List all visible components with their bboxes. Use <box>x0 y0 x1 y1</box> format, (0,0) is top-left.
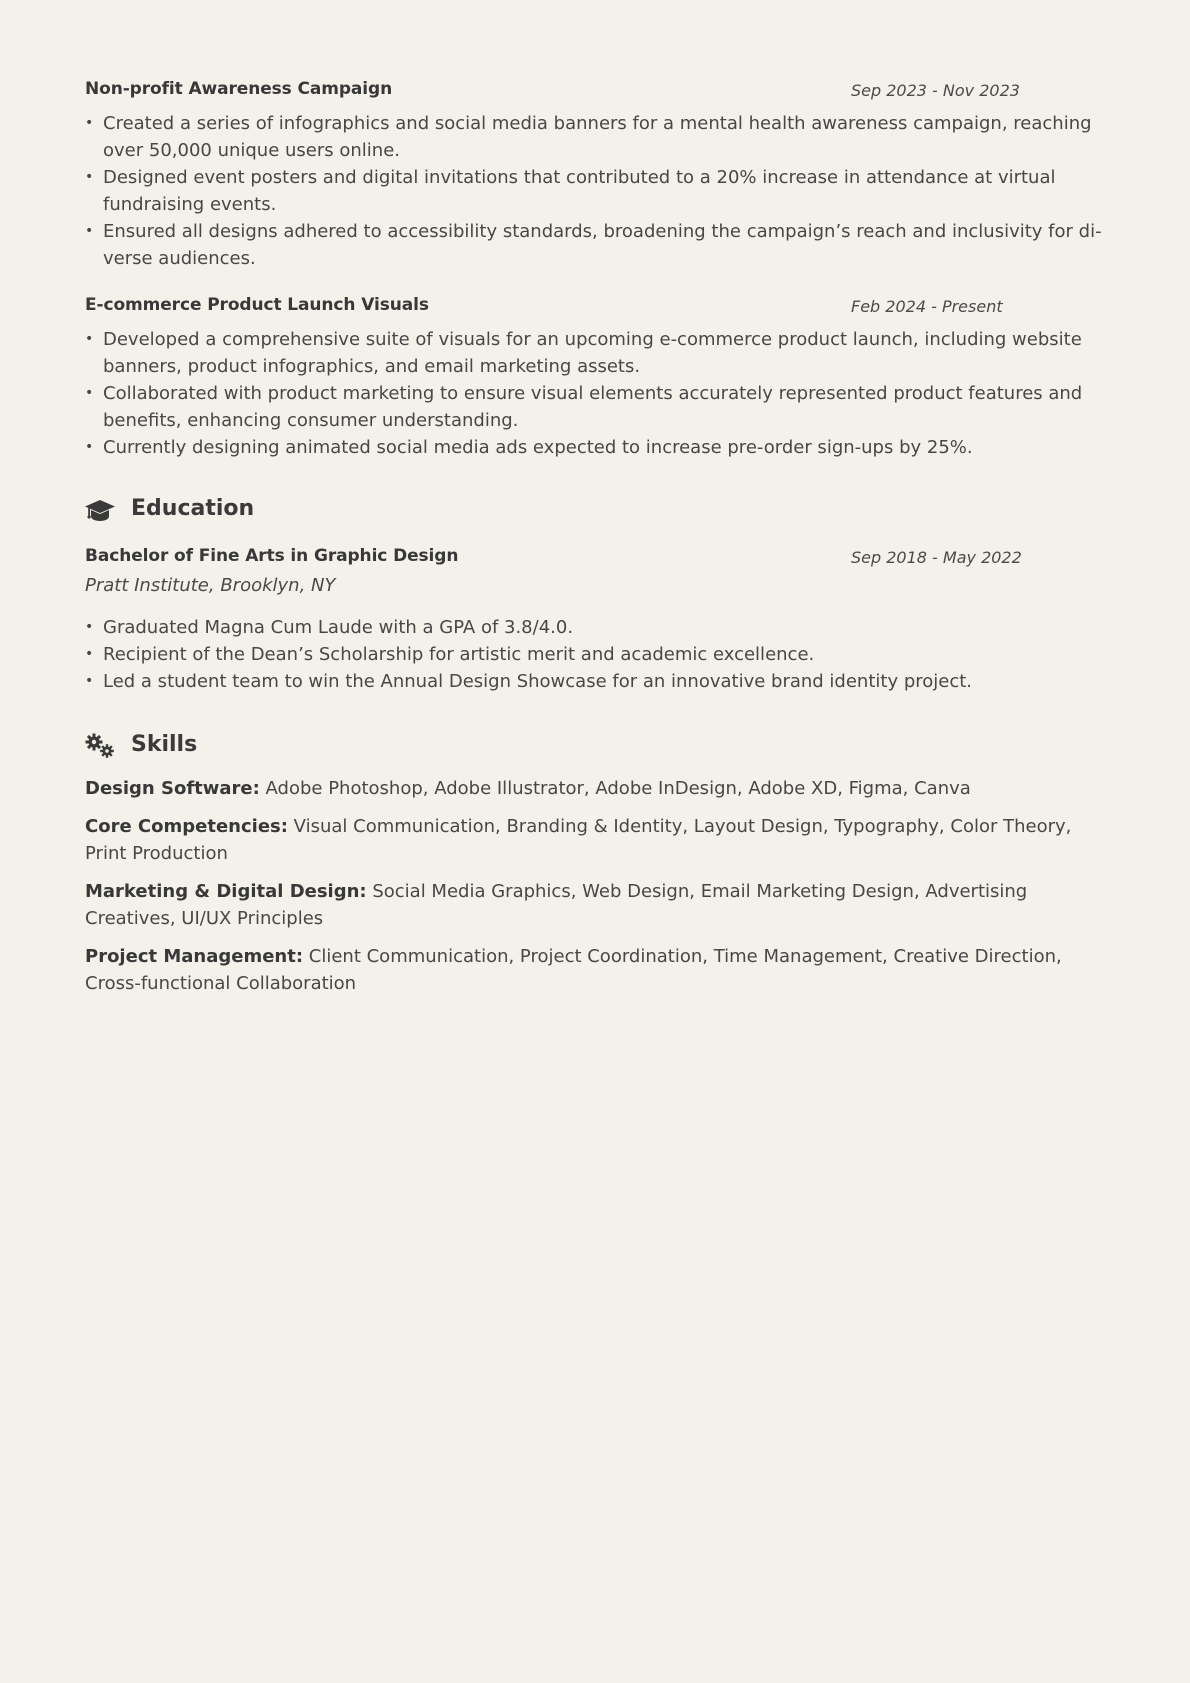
bullet-item: • Collaborated with product marketing to ensure visual elements accurately represented product features and benefits, enhancing consumer understanding. <box>85 380 1115 434</box>
project-header <box>85 276 1115 316</box>
project-entry <box>85 276 1115 461</box>
skill-label: Marketing & Digital Design: <box>85 881 367 902</box>
skill-value: Adobe Photoshop, Adobe Illustrator, Adobe InDesign, Adobe XD, Figma, Canva <box>259 778 971 799</box>
bullet-item: • Recipient of the Dean’s Scholarship for artistic merit and academic excellence. <box>85 641 1115 668</box>
bullet-item: • Developed a comprehensive suite of visuals for an upcoming e-commerce product launch, including website banners, product infographics, and email marketing assets. <box>85 326 1115 380</box>
graduation-cap-icon <box>85 497 115 523</box>
bullet-dot: • <box>85 385 94 401</box>
skills-section <box>85 729 1115 997</box>
skill-label: Project Management: <box>85 946 304 967</box>
education-bullets <box>85 614 1115 695</box>
bullet-item: • Ensured all designs adhered to accessibility standards, broadening the campaign’s reach and inclusivity for di-verse audiences. <box>85 218 1115 272</box>
bullet-item: • Currently designing animated social media ads expected to increase pre-order sign-ups by 25%. <box>85 434 1115 461</box>
bullet-dot: • <box>85 673 94 689</box>
skill-value: Social Media Graphics, Web Design, Email Marketing Design, Advertising Creatives, UI/UX Principles <box>85 881 1028 929</box>
bullet-dot: • <box>85 646 94 662</box>
bullet-item: • Graduated Magna Cum Laude with a GPA of 3.8/4.0. <box>85 614 1115 641</box>
bullet-item: • Created a series of infographics and social media banners for a mental health awareness campaign, reaching over 50,000 unique users online. <box>85 110 1115 164</box>
section-header <box>85 729 1115 769</box>
bullet-item: • Designed event posters and digital invitations that contributed to a 20% increase in attendance at virtual fundraising events. <box>85 164 1115 218</box>
skill-label: Core Competencies: <box>85 816 288 837</box>
skill-row <box>85 775 1115 802</box>
skill-value: Client Communication, Project Coordination, Time Management, Creative Direction, Cross-functional Collaboration <box>85 946 1062 994</box>
bullet-dot: • <box>85 331 94 347</box>
skill-label: Design Software: <box>85 778 260 799</box>
bullet-dot: • <box>85 115 94 131</box>
section-title: Skills <box>131 732 198 757</box>
education-header <box>85 527 1115 567</box>
project-date: Feb 2024 - Present <box>851 297 1003 316</box>
school-name: Pratt Institute, Brooklyn, NY <box>85 575 336 596</box>
education-section <box>85 493 1115 695</box>
section-title: Education <box>131 496 255 521</box>
skill-row <box>85 878 1115 932</box>
bullet-dot: • <box>85 169 94 185</box>
bullet-dot: • <box>85 223 94 239</box>
degree-title: Bachelor of Fine Arts in Graphic Design <box>85 546 459 566</box>
skill-row <box>85 813 1115 867</box>
project-bullets <box>85 110 1115 272</box>
project-title: E-commerce Product Launch Visuals <box>85 295 429 315</box>
bullet-item: • Led a student team to win the Annual Design Showcase for an innovative brand identity project. <box>85 668 1115 695</box>
project-date: Sep 2023 - Nov 2023 <box>851 81 1020 100</box>
project-title: Non-profit Awareness Campaign <box>85 79 393 99</box>
skill-row <box>85 943 1115 997</box>
resume-page <box>85 60 1115 997</box>
gears-icon <box>85 733 115 759</box>
project-bullets <box>85 326 1115 461</box>
project-header <box>85 60 1115 100</box>
education-date: Sep 2018 - May 2022 <box>851 548 1022 567</box>
skill-value: Visual Communication, Branding & Identity, Layout Design, Typography, Color Theory, Print Production <box>85 816 1072 864</box>
bullet-dot: • <box>85 439 94 455</box>
project-entry <box>85 60 1115 272</box>
bullet-dot: • <box>85 619 94 635</box>
